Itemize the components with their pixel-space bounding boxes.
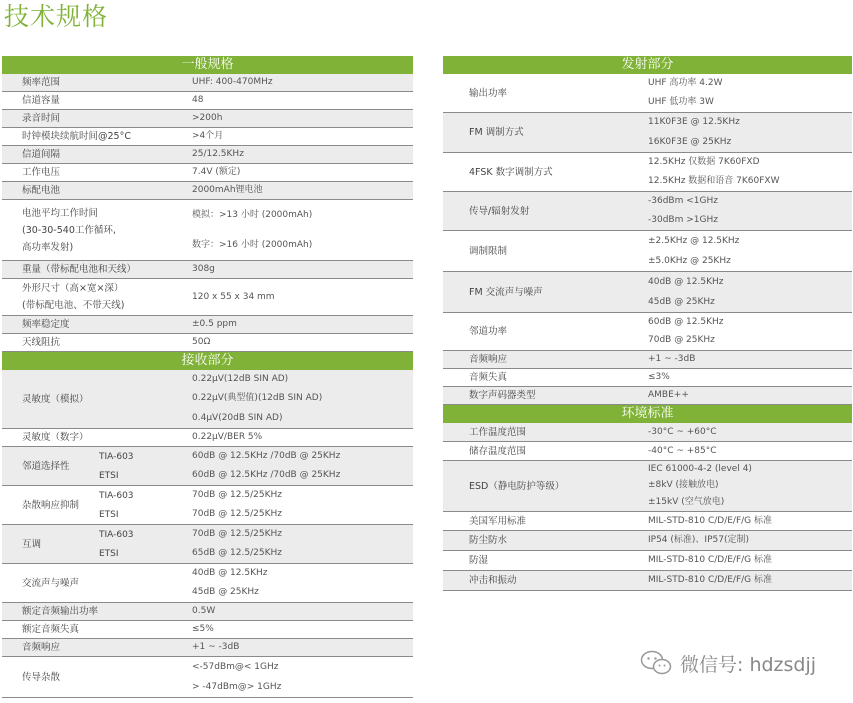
spec-value: IP54 (标准)、IP57(定制) — [648, 535, 749, 545]
spec-values — [192, 164, 413, 181]
spec-row — [2, 182, 413, 200]
spec-value: 60dB @ 12.5KHz — [648, 316, 724, 327]
spec-value: UHF 低功率 3W — [648, 97, 714, 107]
spec-value: ≤5% — [192, 624, 214, 634]
spec-values — [648, 113, 852, 152]
spec-row — [443, 369, 852, 387]
spec-label: 防湿 — [469, 555, 489, 566]
spec-label: 音频响应 — [469, 354, 508, 365]
spec-sub-label: TIA-603 — [99, 529, 134, 540]
spec-row — [2, 200, 413, 261]
spec-values — [648, 369, 852, 386]
spec-label: 重量（带标配电池和天线） — [22, 264, 137, 275]
watermark — [640, 648, 816, 678]
spec-values — [192, 182, 413, 199]
spec-values — [192, 316, 413, 333]
spec-label: 交流声与噪声 — [22, 577, 80, 589]
section-header-general: 一般规格 — [2, 56, 413, 74]
spec-label: 工作电压 — [22, 167, 61, 178]
spec-values — [192, 110, 413, 127]
spec-value: 308g — [192, 264, 215, 274]
spec-value: 11K0F3E @ 12.5KHz — [648, 117, 740, 128]
spec-values — [648, 231, 852, 271]
spec-label: 4FSK 数字调制方式 — [469, 166, 553, 178]
spec-value: 12.5KHz 数据和语音 7K60FXW — [648, 176, 780, 186]
spec-value: 45dB @ 25KHz — [648, 296, 715, 307]
spec-sub-label: ETSI — [99, 548, 119, 559]
spec-sub-label: TIA-603 — [99, 490, 134, 501]
spec-values — [648, 192, 852, 230]
spec-values — [648, 461, 852, 511]
spec-value: ≤3% — [648, 372, 670, 382]
spec-value: MIL-STD-810 C/D/E/F/G 标准 — [648, 575, 772, 585]
spec-value: ±2.5KHz @ 12.5KHz — [648, 235, 740, 246]
spec-value: 12.5KHz 仅数据 7K60FXD — [648, 157, 760, 167]
spec-values — [648, 387, 852, 404]
spec-values — [192, 74, 413, 91]
spec-row — [443, 153, 852, 192]
spec-label: 传导杂散 — [22, 671, 61, 683]
spec-label: 天线阻抗 — [22, 337, 61, 348]
spec-values — [192, 525, 413, 563]
spec-row — [2, 279, 413, 316]
spec-label: 储存温度范围 — [469, 445, 527, 457]
spec-values — [648, 512, 852, 530]
spec-value: UHF 高功率 4.2W — [648, 78, 723, 88]
spec-row — [2, 486, 413, 525]
spec-value: AMBE++ — [648, 390, 689, 400]
spec-label: 数字声码器类型 — [469, 390, 536, 401]
spec-value: 65dB @ 12.5/25KHz — [192, 548, 282, 558]
spec-row — [2, 74, 413, 92]
spec-value: +1 ~ -3dB — [648, 354, 696, 364]
spec-row — [2, 261, 413, 279]
spec-value: 25/12.5KHz — [192, 149, 244, 159]
spec-label: 美国军用标准 — [469, 515, 527, 527]
spec-label: 工作温度范围 — [469, 426, 527, 438]
wechat-icon — [640, 650, 672, 676]
spec-value: 70dB @ 12.5/25KHz — [192, 490, 282, 500]
spec-label: 输出功率 — [469, 87, 508, 99]
spec-row — [443, 442, 852, 461]
spec-label: 信道容量 — [22, 95, 61, 106]
spec-value: 70dB @ 25KHz — [648, 335, 715, 346]
spec-sub-labels — [99, 486, 184, 524]
spec-label: 音频响应 — [22, 642, 61, 653]
spec-values — [648, 551, 852, 570]
spec-row — [2, 447, 413, 486]
spec-values — [192, 370, 413, 428]
spec-value: 0.22μV(12dB SIN AD) — [192, 374, 289, 385]
spec-value: +1 ~ -3dB — [192, 642, 240, 652]
spec-label: 额定音频输出功率 — [22, 606, 99, 617]
spec-value: 60dB @ 12.5KHz /70dB @ 25KHz — [192, 470, 341, 480]
environment-spec-table — [443, 423, 852, 591]
spec-value: 70dB @ 12.5/25KHz — [192, 509, 282, 519]
spec-row — [2, 525, 413, 564]
spec-values — [192, 146, 413, 163]
spec-label: 调制限制 — [469, 245, 508, 257]
spec-value: >200h — [192, 113, 223, 123]
spec-value: MIL-STD-810 C/D/E/F/G 标准 — [648, 555, 772, 565]
spec-row — [2, 639, 413, 657]
spec-row — [2, 128, 413, 146]
spec-row — [443, 387, 852, 405]
section-header-environment: 环境标准 — [443, 405, 852, 423]
left-column — [2, 56, 413, 698]
spec-values — [192, 447, 413, 485]
page-title: 技术规格 — [4, 2, 109, 31]
spec-value: 模拟：>13 小时 (2000mAh) — [192, 209, 313, 220]
spec-values — [192, 279, 413, 315]
spec-values — [648, 442, 852, 460]
spec-row — [443, 512, 852, 531]
spec-values — [648, 313, 852, 350]
spec-row — [443, 423, 852, 442]
spec-value: 50Ω — [192, 337, 211, 347]
spec-value: IEC 61000-4-2 (level 4) — [648, 463, 752, 474]
spec-row — [2, 564, 413, 603]
spec-label: FM 调制方式 — [469, 127, 524, 138]
spec-row — [443, 192, 852, 231]
spec-row — [2, 603, 413, 621]
spec-label: 外形尺寸（高×宽×深） (带标配电池、不带天线) — [22, 283, 125, 311]
spec-value: 60dB @ 12.5KHz /70dB @ 25KHz — [192, 451, 341, 461]
spec-value: UHF: 400-470MHz — [192, 77, 273, 87]
section-header-transmit: 发射部分 — [443, 56, 852, 74]
spec-value: 40dB @ 12.5KHz — [192, 568, 268, 578]
spec-label: 时钟模块续航时间@25°C — [22, 131, 131, 142]
spec-row — [443, 113, 852, 153]
spec-row — [2, 429, 413, 447]
spec-values — [192, 657, 413, 697]
spec-value: > -47dBm@> 1GHz — [192, 681, 282, 692]
spec-values — [192, 128, 413, 145]
spec-label: FM 交流声与噪声 — [469, 286, 543, 298]
spec-label: 电池平均工作时间 (30-30-540工作循环, 高功率发射) — [22, 207, 116, 253]
spec-label: 额定音频失真 — [22, 624, 80, 635]
spec-value: -30°C ~ +60°C — [648, 426, 717, 437]
spec-row — [2, 146, 413, 164]
spec-sub-label: TIA-603 — [99, 451, 134, 462]
spec-label: 灵敏度（数字） — [22, 432, 89, 443]
spec-row — [443, 531, 852, 551]
spec-row — [443, 551, 852, 571]
spec-value: 0.4μV(20dB SIN AD) — [192, 412, 283, 423]
transmit-spec-table — [443, 74, 852, 405]
spec-values — [192, 603, 413, 620]
spec-values — [648, 153, 852, 191]
spec-value: >4个月 — [192, 131, 224, 141]
spec-row — [443, 313, 852, 351]
spec-values — [192, 639, 413, 656]
spec-values — [648, 423, 852, 441]
spec-label: 杂散响应抑制 — [22, 499, 80, 511]
spec-label: 信道间隔 — [22, 149, 61, 160]
spec-values — [192, 92, 413, 109]
spec-value: ±8kV (接触放电) — [648, 480, 719, 491]
spec-value: -30dBm >1GHz — [648, 215, 718, 225]
spec-value: 数字：>16 小时 (2000mAh) — [192, 239, 313, 250]
spec-values — [648, 571, 852, 590]
spec-value: ±5.0KHz @ 25KHz — [648, 255, 731, 266]
spec-value: 70dB @ 12.5/25KHz — [192, 529, 282, 539]
spec-row — [2, 164, 413, 182]
spec-values — [192, 429, 413, 446]
spec-row — [2, 621, 413, 639]
spec-value: 0.22μV/BER 5% — [192, 432, 263, 442]
spec-value: 0.22μV(典型值)(12dB SIN AD) — [192, 393, 323, 404]
spec-label: 传导/辐射发射 — [469, 205, 530, 217]
general-spec-table — [2, 74, 413, 352]
spec-value: <-57dBm@< 1GHz — [192, 661, 279, 672]
spec-value: 40dB @ 12.5KHz — [648, 276, 724, 287]
spec-row — [2, 657, 413, 698]
spec-row — [443, 571, 852, 591]
spec-label: 频率范围 — [22, 77, 61, 88]
spec-label: 邻道功率 — [469, 326, 508, 337]
spec-row — [2, 316, 413, 334]
spec-row — [2, 92, 413, 110]
spec-value: ±0.5 ppm — [192, 319, 237, 329]
spec-value: ±15kV (空气放电) — [648, 497, 725, 508]
spec-value: -36dBm <1GHz — [648, 196, 718, 206]
spec-label: 灵敏度（模拟） — [22, 393, 89, 405]
spec-value: 2000mAh锂电池 — [192, 185, 263, 195]
spec-value: 16K0F3E @ 25KHz — [648, 136, 732, 147]
spec-label: 邻道选择性 — [22, 460, 70, 472]
right-column — [443, 56, 852, 591]
spec-sub-label: ETSI — [99, 509, 119, 520]
spec-value: 48 — [192, 95, 204, 105]
spec-value: 45dB @ 25KHz — [192, 587, 259, 597]
spec-row — [443, 74, 852, 113]
spec-row — [2, 370, 413, 429]
spec-sub-labels — [99, 447, 184, 485]
spec-values — [192, 334, 413, 351]
spec-row — [2, 110, 413, 128]
spec-label: 频率稳定度 — [22, 319, 70, 330]
spec-values — [192, 200, 413, 260]
spec-values — [192, 564, 413, 602]
spec-label: 防尘防水 — [469, 535, 508, 546]
spec-row — [443, 351, 852, 369]
spec-values — [192, 261, 413, 278]
spec-label: 冲击和振动 — [469, 575, 517, 586]
spec-row — [2, 334, 413, 352]
spec-row — [443, 231, 852, 272]
receive-spec-table — [2, 370, 413, 698]
spec-row — [443, 272, 852, 313]
spec-label: 标配电池 — [22, 185, 61, 196]
spec-value: 7.4V (额定) — [192, 167, 241, 177]
spec-values — [192, 486, 413, 524]
spec-values — [192, 621, 413, 638]
spec-values — [648, 74, 852, 112]
spec-label: 音频失真 — [469, 372, 508, 383]
spec-sub-labels — [99, 525, 184, 563]
spec-value: MIL-STD-810 C/D/E/F/G 标准 — [648, 515, 772, 526]
spec-values — [648, 351, 852, 368]
spec-values — [648, 531, 852, 550]
spec-value: 120 x 55 x 34 mm — [192, 291, 275, 302]
spec-label: ESD（静电防护等级） — [469, 480, 565, 492]
section-header-receive: 接收部分 — [2, 352, 413, 370]
spec-sub-label: ETSI — [99, 470, 119, 481]
spec-label: 互调 — [22, 538, 42, 550]
spec-row — [443, 461, 852, 512]
spec-value: -40°C ~ +85°C — [648, 445, 717, 456]
spec-values — [648, 272, 852, 312]
spec-label: 录音时间 — [22, 113, 61, 124]
watermark-text: 微信号: hdzsdjj — [680, 653, 817, 676]
spec-value: 0.5W — [192, 606, 216, 616]
